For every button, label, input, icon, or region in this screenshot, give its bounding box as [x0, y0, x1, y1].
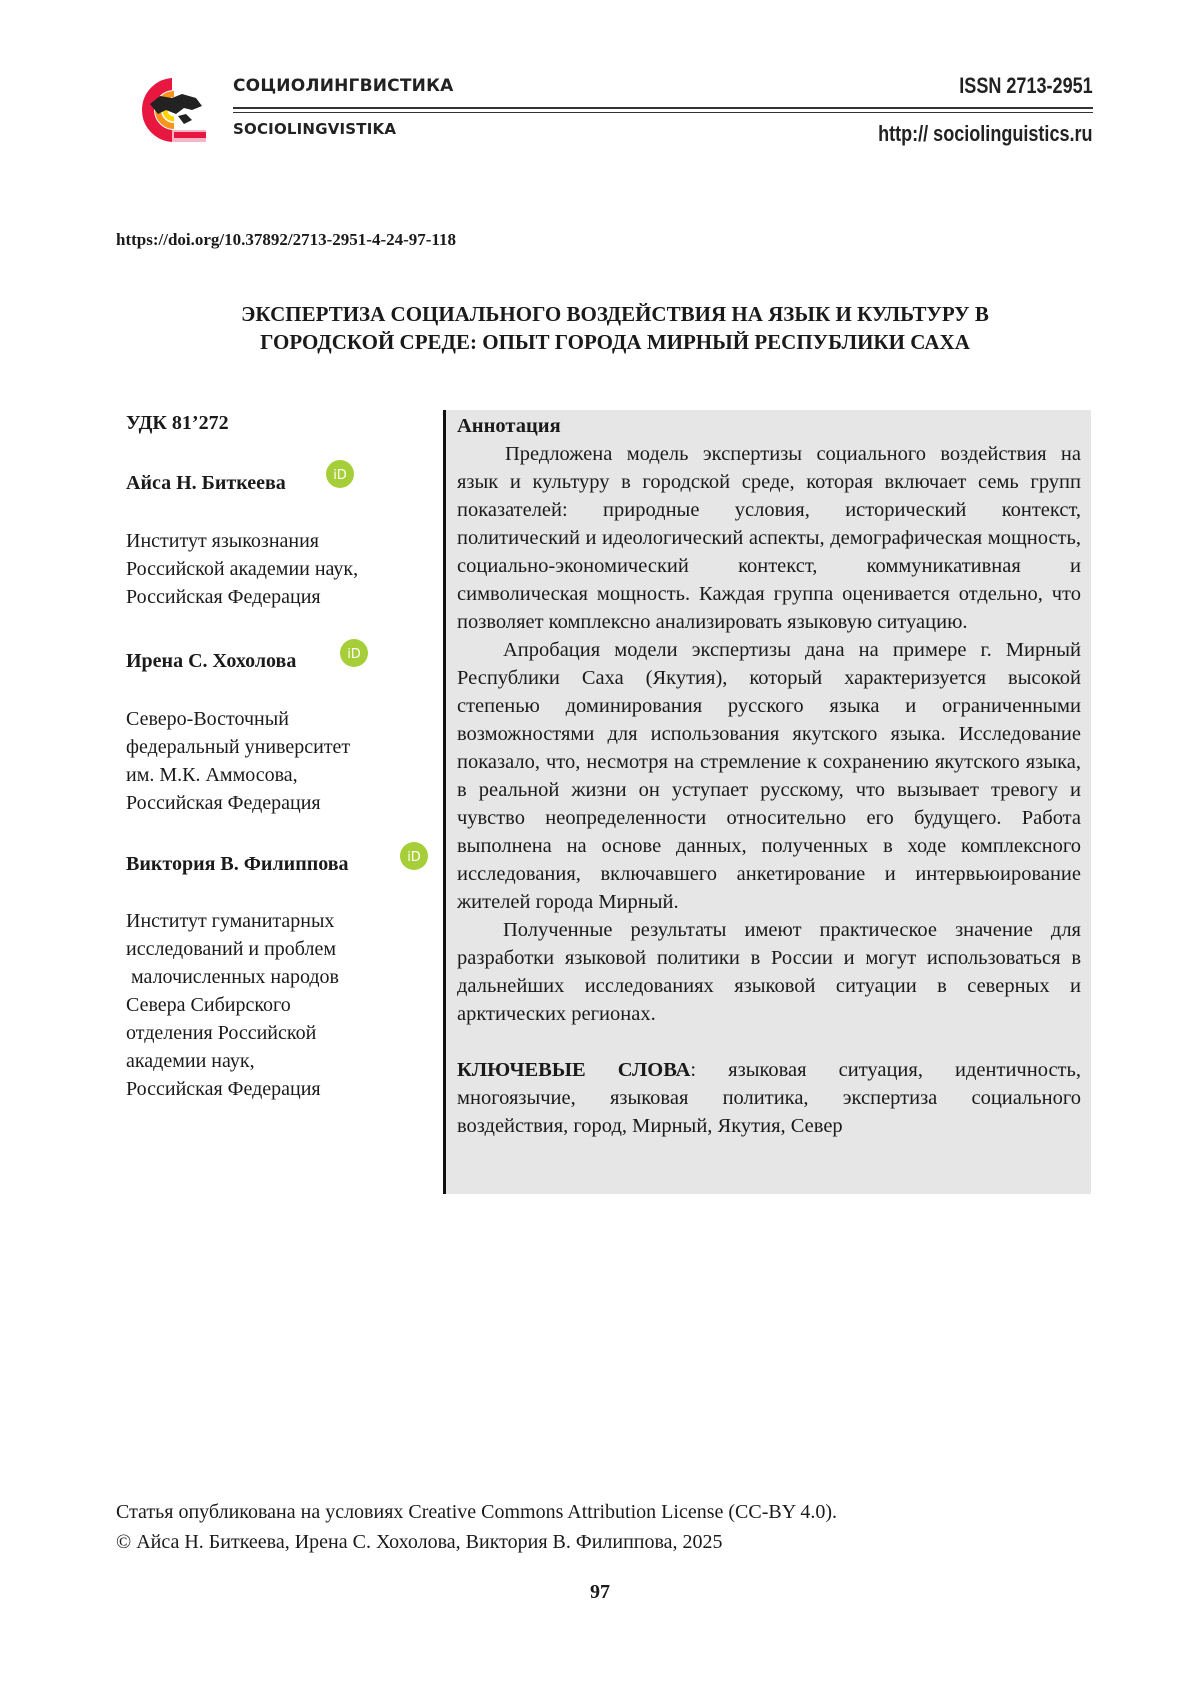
article-title — [150, 300, 1080, 356]
author-affiliation — [126, 705, 350, 817]
page-number: 97 — [590, 1581, 610, 1603]
keywords — [457, 1056, 1081, 1140]
affiliation-line: Севера Сибирского — [126, 994, 291, 1016]
affiliation-line: федеральный университет — [126, 736, 351, 758]
issn: ISSN 2713-2951 — [959, 73, 1093, 98]
affiliation-line: отделения Российской — [126, 1022, 317, 1044]
affiliation-line: малочисленных народов — [126, 966, 339, 988]
orcid-icon[interactable] — [326, 460, 354, 488]
license-block — [116, 1497, 837, 1557]
keywords-label: КЛЮЧЕВЫЕ СЛОВА — [457, 1059, 691, 1081]
journal-title-ru: СОЦИОЛИНГВИСТИКА — [233, 76, 454, 96]
affiliation-line: Российская Федерация — [126, 792, 321, 814]
affiliation-line: им. М.К. Аммосова, — [126, 764, 298, 786]
abstract — [457, 412, 1081, 1140]
header-rule-thin — [233, 112, 1093, 113]
orcid-label: iD — [347, 647, 361, 662]
orcid-icon[interactable] — [400, 842, 428, 870]
header-rule — [233, 107, 1093, 109]
author-affiliation — [126, 907, 339, 1103]
article-title-line1: ЭКСПЕРТИЗА СОЦИАЛЬНОГО ВОЗДЕЙСТВИЯ НА ЯЗЫК И КУЛЬТУРУ В — [241, 302, 989, 326]
orcid-label: iD — [333, 468, 347, 483]
abstract-heading: Аннотация — [457, 415, 561, 437]
author-affiliation — [126, 527, 358, 611]
copyright-text: © Айса Н. Биткеева, Ирена С. Хохолова, Виктория В. Филиппова, 2025 — [116, 1531, 723, 1553]
affiliation-line: Северо-Восточный — [126, 708, 289, 730]
abstract-divider — [443, 410, 446, 1194]
orcid-label: iD — [407, 850, 421, 865]
abstract-paragraph: Апробация модели экспертизы дана на примере г. Мирный Республики Саха (Якутия), который характеризуется высокой степенью доминирования русского языка и ограниченными возможностями для использования якутского языка. Исследование показало, что, несмотря на стремление к сохранению якутского языка, в реальной жизни он уступает русскому, что вызывает тревогу и чувство неопределенности относительно его будущего. Работа выполнена на основе данных, полученных в ходе комплексного исследования, включавшего анкетирование и интервьюирование жителей города Мирный. — [457, 639, 1081, 913]
abstract-paragraph: Предложена модель экспертизы социального воздействия на язык и культуру в городской среде, которая включает семь групп показателей: природные условия, исторический контекст, политический и идеологический аспекты, демографическая мощность, социально-экономический контекст, коммуникативная и символическая мощность. Каждая группа оценивается отдельно, что позволяет комплексно анализировать языковую ситуацию. — [457, 443, 1081, 633]
doi-link[interactable]: https://doi.org/10.37892/2713-2951-4-24-97-118 — [116, 230, 456, 249]
article-title-line2: ГОРОДСКОЙ СРЕДЕ: ОПЫТ ГОРОДА МИРНЫЙ РЕСПУБЛИКИ САХА — [260, 330, 970, 354]
author-name: Айса Н. Биткеева — [126, 472, 286, 494]
author-name: Ирена С. Хохолова — [126, 650, 297, 672]
affiliation-line: академии наук, — [126, 1050, 255, 1072]
affiliation-line: Институт языкознания — [126, 530, 320, 552]
journal-title-en: SOCIOLINGVISTIKA — [233, 120, 397, 138]
abstract-paragraph: Полученные результаты имеют практическое значение для разработки языковой политики в России и могут использоваться в дальнейших исследованиях языковой ситуации в северных и арктических регионах. — [457, 919, 1081, 1025]
journal-logo — [112, 74, 212, 146]
author-name: Виктория В. Филиппова — [126, 853, 349, 875]
orcid-icon[interactable] — [340, 639, 368, 667]
affiliation-line: исследований и проблем — [126, 938, 336, 960]
affiliation-line: Российская Федерация — [126, 586, 321, 608]
license-text: Статья опубликована на условиях Creative Commons Attribution License (CC-BY 4.0). — [116, 1501, 838, 1523]
affiliation-line: Российская Федерация — [126, 1078, 321, 1100]
affiliation-line: Российской академии наук, — [126, 558, 359, 580]
journal-url[interactable]: http:// sociolinguistics.ru — [878, 121, 1093, 146]
affiliation-line: Институт гуманитарных — [126, 910, 335, 932]
keywords-list: : языковая ситуация, идентичность, многоязычие, языковая политика, экспертиза социального воздействия, город, Мирный, Якутия, Север — [457, 1059, 1081, 1137]
udk-code: УДК 81’272 — [126, 412, 229, 434]
